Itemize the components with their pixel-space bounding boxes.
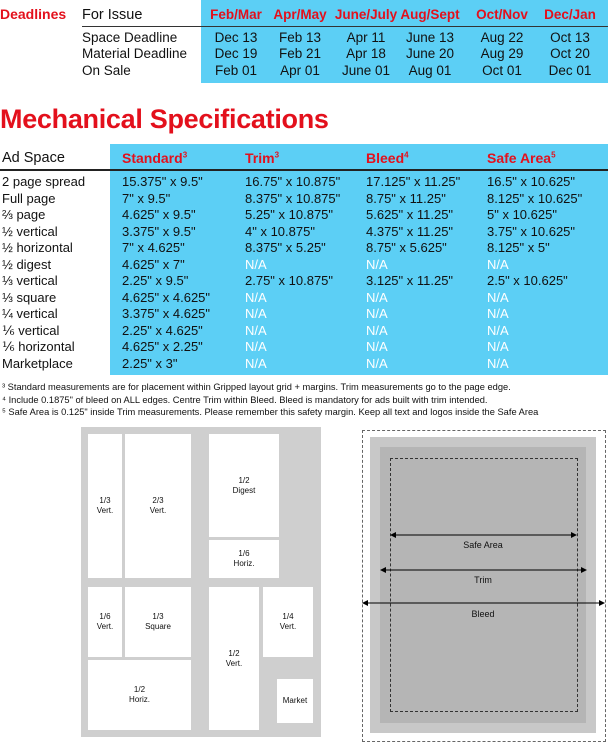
spec-row [0,290,608,306]
spec-row-label: Full page [2,190,56,206]
footnote-ref: 3 [274,150,280,160]
ad-space-label: Ad Space [2,150,65,166]
spec-cell: 3.75" x 10.625" [487,223,576,239]
safe-area-label: Safe Area [463,540,503,550]
deadline-cell: Feb 21 [278,46,322,61]
spec-cell: N/A [487,322,509,338]
footnote: ³ Standard measurements are for placement within Gripped layout grid + margins. Trim measurements go to the page edge. [2,382,511,392]
layout-label: 1/2 [238,475,250,485]
spec-row-label: ½ digest [2,256,52,272]
layout-label: 1/6 [99,612,111,621]
spec-row-label: ⅙ vertical [2,322,60,338]
specs-header-row [0,145,608,169]
deadlines-header-row [82,7,608,25]
deadline-row-label: Material Deadline [82,46,188,61]
layout-label: Vert. [225,658,243,668]
layout-label: Vert. [279,622,297,631]
layout-label: Vert. [96,622,114,631]
spec-cell: 8.125" x 5" [487,240,550,255]
spec-cell: 4.625" x 9.5" [122,207,196,222]
spec-cell: N/A [366,355,388,371]
trim-label: Trim [474,575,492,585]
deadline-cell: Dec 01 [548,63,592,78]
spec-cell: 2.5" x 10.625" [487,273,568,288]
deadline-cell: Oct 20 [550,46,590,61]
layout-two-thirds-vertical [125,434,191,578]
spec-cell: N/A [245,256,267,272]
spec-row-label: Marketplace [2,355,73,371]
spec-cell: N/A [366,306,388,321]
spec-cell: 4.625" x 4.625" [122,289,211,305]
for-issue-label: For Issue [82,7,143,23]
spec-row [0,273,608,289]
deadline-cell: Feb 01 [214,63,258,78]
spec-column-header [366,150,409,166]
layout-half-vertical [209,587,259,730]
spec-row-label: 2 page spread [2,174,86,189]
spec-cell: 2.25" x 4.625" [122,322,203,338]
spec-cell: 2.25" x 9.5" [122,273,189,288]
layout-label: Square [145,622,171,631]
layout-label: 1/4 [282,612,294,621]
deadlines-title: Deadlines [0,6,67,22]
spec-cell: 3.375" x 4.625" [122,306,211,321]
spec-cell: 4.625" x 2.25" [122,339,203,354]
layout-third-vertical [88,434,122,578]
spec-row [0,257,608,273]
issue-header: Apr/May [273,7,327,22]
layout-third-square [125,587,191,657]
spec-row-label: ⅙ horizontal [2,339,75,354]
spec-row [0,339,608,355]
deadline-cell: Oct 01 [482,63,522,78]
spec-row [0,306,608,322]
bleed-label: Bleed [471,609,495,619]
deadline-cell: Aug 29 [480,46,524,61]
layout-sixth-horizontal [209,540,279,578]
spec-row-label: ⅓ square [2,289,57,305]
spec-cell: 4.375" x 11.25" [366,223,454,239]
layout-label: 1/3 [152,612,164,621]
deadline-row [82,63,608,81]
spec-cell: 2.75" x 10.875" [245,273,334,288]
spec-cell: N/A [366,322,388,338]
deadline-row [82,46,608,64]
spec-row [0,224,608,240]
issue-header: Feb/Mar [210,7,262,22]
spec-cell: 8.125" x 10.625" [487,190,583,206]
layout-label: Vert. [96,506,114,515]
spec-cell: 15.375" x 9.5" [122,174,203,189]
issue-header: Aug/Sept [400,7,460,22]
spec-column-header [122,150,187,166]
deadline-cell: Apr 11 [346,30,386,45]
spec-cell: 8.75" x 5.625" [366,240,447,255]
spec-row-label: ¼ vertical [2,306,58,321]
footnote-ref: 4 [404,150,409,160]
deadline-cell: Aug 01 [408,63,452,78]
spec-row [0,240,608,256]
layout-label: Vert. [149,506,167,515]
spec-row [0,191,608,207]
spec-cell: N/A [487,355,509,371]
column-label: Safe Area [487,150,552,166]
spec-cell: N/A [366,339,388,354]
spec-row-label: ⅔ page [2,207,46,222]
mechanical-title: Mechanical Specifications [0,104,329,134]
deadline-cell: Feb 13 [278,30,322,45]
spec-column-header [487,150,556,166]
column-label: Bleed [366,150,405,166]
layout-label: Horiz. [129,695,150,704]
spec-cell: N/A [366,289,388,305]
measure-arrows [360,520,608,620]
footnote-ref: 5 [551,150,556,160]
spec-cell: N/A [487,289,509,305]
spec-cell: 17.125" x 11.25" [366,174,461,189]
spec-cell: N/A [245,355,267,371]
deadline-cell: Apr 01 [280,63,320,78]
specs-divider [0,169,608,171]
spec-cell: N/A [245,339,267,354]
spec-cell: 2.25" x 3" [122,355,178,371]
spec-cell: 5" x 10.625" [487,207,557,222]
spec-cell: N/A [487,339,509,354]
issue-header: Oct/Nov [476,7,528,22]
spec-cell: 8.375" x 5.25" [245,240,326,255]
spec-cell: N/A [245,306,267,321]
layout-label: Market [282,696,308,705]
deadline-cell: June 13 [405,30,455,45]
layout-label: 1/2 [228,648,240,658]
deadline-cell: Dec 13 [214,30,258,45]
spec-cell: 4.625" x 7" [122,256,185,272]
spec-cell: N/A [245,289,267,305]
spec-row-label: ½ vertical [2,223,58,239]
layout-label: 2/3 [152,496,164,505]
layout-half-digest [209,434,279,537]
spec-cell: 8.375" x 10.875" [245,190,341,206]
spec-cell: 3.125" x 11.25" [366,273,454,288]
deadline-row-label: On Sale [82,63,131,78]
spec-cell: N/A [366,256,388,272]
spec-cell: 4" x 10.875" [245,223,315,239]
spec-row [0,323,608,339]
deadline-cell: June 20 [405,46,455,61]
spec-cell: 5.25" x 10.875" [245,207,334,222]
column-label: Standard [122,150,183,166]
spec-cell: 16.5" x 10.625" [487,174,576,189]
issue-header: June/July [334,7,398,22]
layout-label: Digest [232,485,256,495]
spec-cell: 7" x 4.625" [122,240,185,255]
layout-diagram-panel [81,427,321,737]
layout-half-horizontal [88,660,191,730]
deadline-cell: Oct 13 [550,30,590,45]
layout-quarter-vertical [263,587,313,657]
spec-row-label: ½ horizontal [2,240,73,255]
spec-cell: N/A [245,322,267,338]
footnotes [2,381,608,419]
issue-header: Dec/Jan [544,7,596,22]
spec-row [0,174,608,190]
footnote: ⁵ Safe Area is 0.125" inside Trim measurements. Please remember this safety margin. Keep all text and logos inside the Safe Area [2,407,539,417]
deadline-cell: Dec 19 [214,46,258,61]
spec-cell: 16.75" x 10.875" [245,174,341,189]
deadline-cell: Apr 18 [346,46,386,61]
spec-cell: 8.75" x 11.25" [366,190,446,206]
layout-label: 1/6 [238,549,250,558]
spec-row-label: ⅓ vertical [2,273,58,288]
spec-cell: 3.375" x 9.5" [122,223,196,239]
deadline-cell: Aug 22 [480,30,524,45]
spec-column-header [245,150,279,166]
column-label: Trim [245,150,275,166]
spec-row [0,207,608,223]
deadline-row-label: Space Deadline [82,30,178,45]
spec-cell: N/A [487,306,509,321]
layout-marketplace [277,679,313,723]
layout-label: 1/3 [99,496,111,505]
layout-sixth-vertical [88,587,122,657]
deadline-cell: June 01 [341,63,391,78]
footnote: ⁴ Include 0.1875" of bleed on ALL edges. Centre Trim within Bleed. Bleed is mandatory for ads built with trim intended. [2,394,488,405]
spec-cell: 5.625" x 11.25" [366,207,454,222]
spec-cell: N/A [487,256,509,272]
spec-cell: 7" x 9.5" [122,190,171,206]
layout-label: 1/2 [133,685,146,694]
layout-label: Horiz. [233,559,255,568]
spec-row [0,356,608,372]
footnote-ref: 3 [182,150,188,160]
deadlines-divider [82,26,608,27]
